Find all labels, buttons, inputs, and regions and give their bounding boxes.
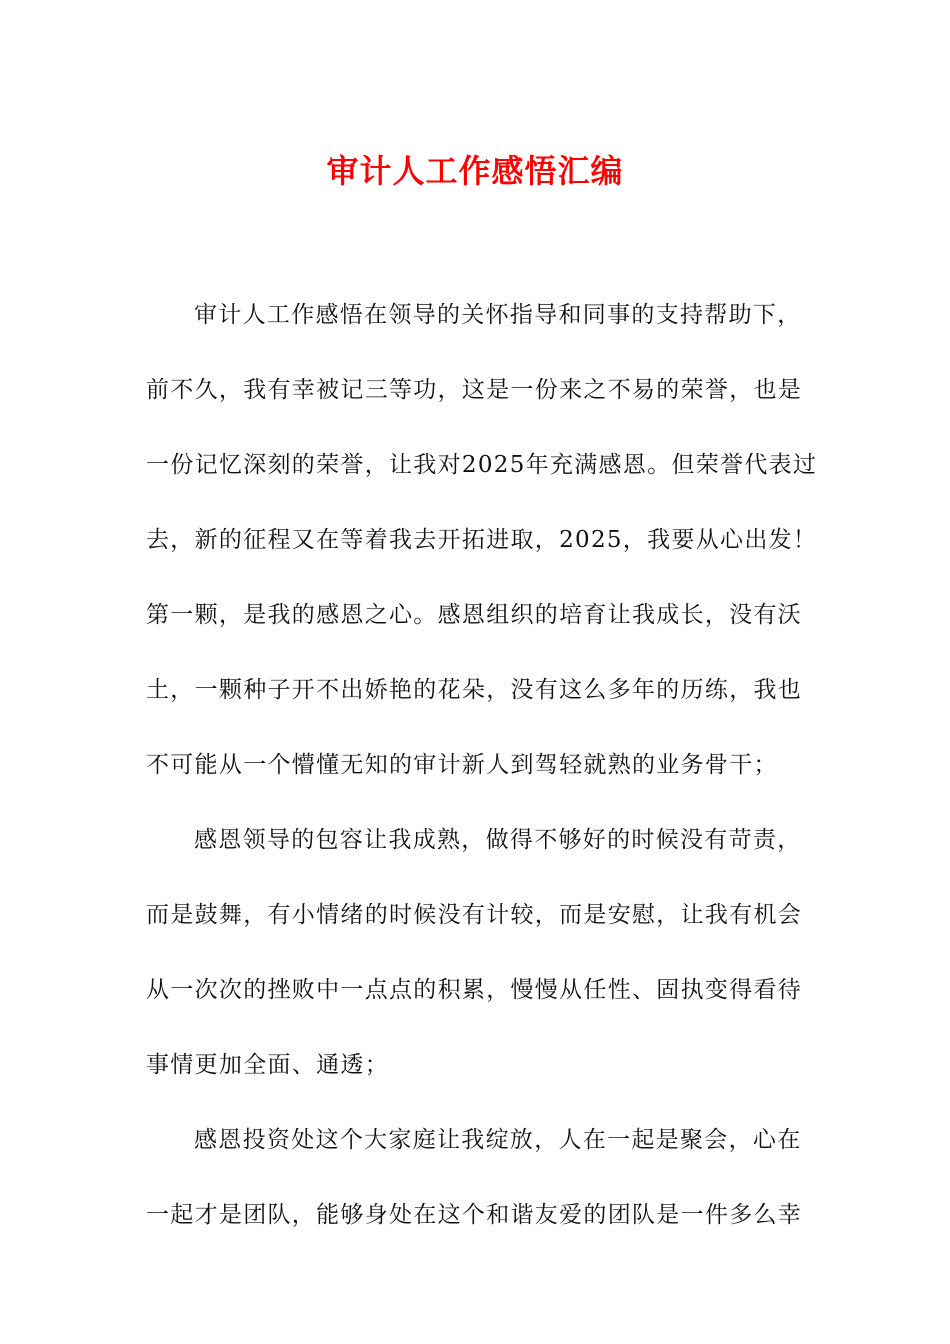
text-line: 土，一颗种子开不出娇艳的花朵，没有这么多年的历练，我也: [146, 677, 803, 703]
text-line: 事情更加全面、通透；: [146, 1052, 389, 1078]
text-line: 前不久，我有幸被记三等功，这是一份来之不易的荣誉，也是: [146, 377, 803, 403]
text-line: 而是鼓舞，有小情绪的时候没有计较，而是安慰，让我有机会: [146, 902, 803, 928]
text-line: 去，新的征程又在等着我去开拓进取，2025，我要从心出发！: [146, 527, 818, 553]
text-line: 审计人工作感悟在领导的关怀指导和同事的支持帮助下，: [194, 302, 802, 328]
text-line: 从一次次的挫败中一点点的积累，慢慢从任性、固执变得看待: [146, 977, 803, 1003]
document-title: 审计人工作感悟汇编: [326, 152, 624, 190]
text-line: 不可能从一个懵懂无知的审计新人到驾轻就熟的业务骨干；: [146, 752, 778, 778]
text-line: 一份记忆深刻的荣誉，让我对2025年充满感恩。但荣誉代表过: [146, 452, 818, 478]
text-line: 感恩领导的包容让我成熟，做得不够好的时候没有苛责，: [194, 827, 802, 853]
text-line: 一起才是团队，能够身处在这个和谐友爱的团队是一件多么幸: [146, 1202, 803, 1228]
text-line: 感恩投资处这个大家庭让我绽放，人在一起是聚会，心在: [194, 1127, 802, 1153]
document-body: [146, 278, 818, 1253]
text-line: 第一颗，是我的感恩之心。感恩组织的培育让我成长，没有沃: [146, 602, 803, 628]
